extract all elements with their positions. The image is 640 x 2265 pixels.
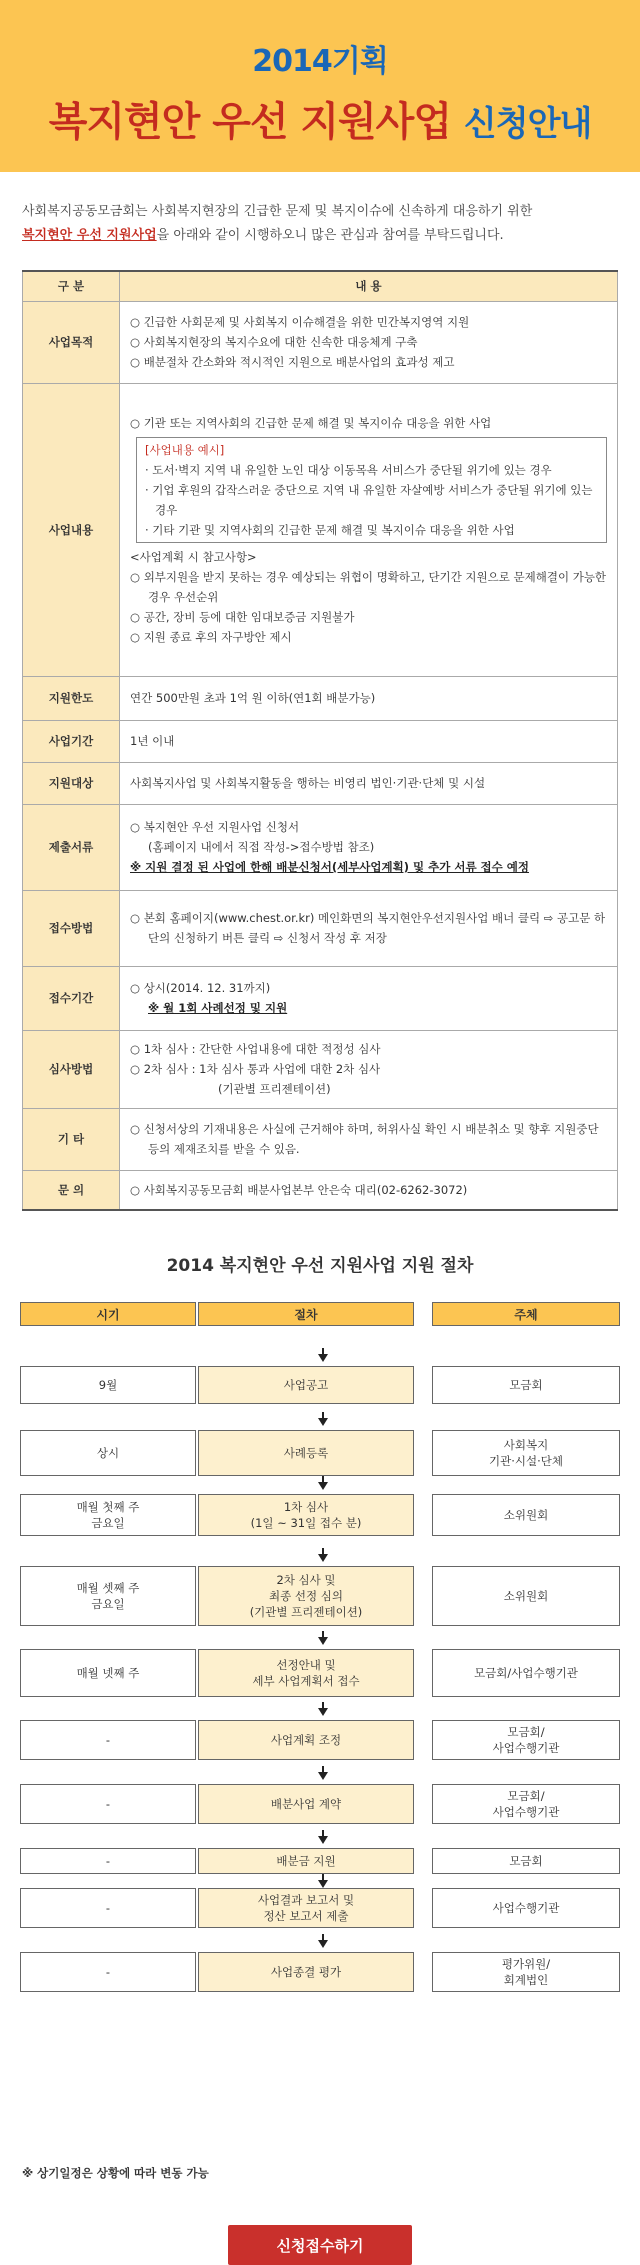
review-item-sub: (기관별 프리젠테이션): [218, 1082, 331, 1096]
label-method: 접수방법: [23, 890, 120, 966]
info-table: [22, 270, 618, 1211]
etc-item: ○ 신청서상의 기재내용은 사실에 근거해야 하며, 허위사실 확인 시 배분취소 및 향후 지원중단 등의 제재조치를 받을 수 있음.: [130, 1122, 599, 1156]
arrow-down-icon: [318, 1880, 328, 1888]
docs-note: ※ 지원 결정 된 사업에 한해 배분신청서(세부사업계획) 및 추가 서류 접수 예정: [130, 860, 529, 874]
purpose-item: ○ 사회복지현장의 복지수요에 대한 신속한 대응체계 구축: [130, 335, 418, 349]
procedure-actor: 평가위원/ 회계법인: [432, 1952, 620, 1992]
value-receipt: [120, 966, 618, 1030]
row-review: [23, 1030, 618, 1108]
row-content: [23, 383, 618, 676]
row-period: [23, 720, 618, 762]
label-docs: 제출서류: [23, 804, 120, 890]
arrow-down-icon: [318, 1418, 328, 1426]
procedure-step: 1차 심사 (1일 ~ 31일 접수 분): [198, 1494, 414, 1536]
example-item: · 기타 기관 및 지역사회의 긴급한 문제 해결 및 복지이슈 대응을 위한 사업: [145, 522, 515, 537]
reference-item: ○ 공간, 장비 등에 대한 임대보증금 지원불가: [130, 609, 355, 624]
example-item: · 도서·벽지 지역 내 유일한 노인 대상 이동목욕 서비스가 중단될 위기에 있는 경우: [145, 462, 552, 477]
purpose-item: ○ 배분절차 간소화와 적시적인 지원으로 배분사업의 효과성 제고: [130, 355, 455, 369]
info-table-header: [23, 271, 618, 301]
row-purpose: [23, 301, 618, 383]
apply-button[interactable]: 신청접수하기: [228, 2225, 412, 2265]
header-banner: [0, 0, 640, 172]
value-period: 1년 이내: [120, 720, 618, 762]
procedure-actor: 사회복지 기관·시설·단체: [432, 1430, 620, 1476]
procedure-step: 배분사업 계약: [198, 1784, 414, 1824]
procedure-time: 매월 넷째 주: [20, 1649, 196, 1697]
procedure-step: 선정안내 및 세부 사업계획서 접수: [198, 1649, 414, 1697]
procedure-step: 배분금 지원: [198, 1848, 414, 1874]
procedure-flow: [20, 1302, 620, 2147]
procedure-step: 사업공고: [198, 1366, 414, 1404]
procedure-actor: 소위원회: [432, 1566, 620, 1626]
row-target: [23, 762, 618, 804]
method-item: ○ 본회 홈페이지(www.chest.or.kr) 메인화면의 복지현안우선지원사업 배너 클릭 ⇨ 공고문 하단의 신청하기 버튼 클릭 ⇨ 신청서 작성 후 저장: [130, 911, 606, 945]
intro-highlight: 복지현안 우선 지원사업: [22, 228, 157, 243]
value-docs: [120, 804, 618, 890]
row-method: [23, 890, 618, 966]
row-docs: [23, 804, 618, 890]
procedure-step: 2차 심사 및 최종 선정 심의 (기관별 프리젠테이션): [198, 1566, 414, 1626]
value-target: 사회복지사업 및 사회복지활동을 행하는 비영리 법인·기관·단체 및 시설: [120, 762, 618, 804]
value-review: [120, 1030, 618, 1108]
procedure-actor: 모금회/ 사업수행기관: [432, 1720, 620, 1760]
procedure-time: 매월 셋째 주 금요일: [20, 1566, 196, 1626]
row-etc: [23, 1108, 618, 1170]
reference-item: ○ 외부지원을 받지 못하는 경우 예상되는 위협이 명확하고, 단기간 지원으로 문제해결이 가능한 경우 우선순위: [130, 569, 607, 604]
value-etc: [120, 1108, 618, 1170]
procedure-step: 사업결과 보고서 및 정산 보고서 제출: [198, 1888, 414, 1928]
intro-text: [0, 172, 640, 248]
content-item: ○ 기관 또는 지역사회의 긴급한 문제 해결 및 복지이슈 대응을 위한 사업: [130, 415, 492, 430]
reference-item: ○ 지원 종료 후의 자구방안 제시: [130, 629, 292, 644]
intro-line2: [22, 224, 618, 248]
arrow-down-icon: [318, 1354, 328, 1362]
arrow-down-icon: [318, 1836, 328, 1844]
value-contact: ○ 사회복지공동모금회 배분사업본부 안은숙 대리(02-6262-3072): [120, 1170, 618, 1210]
procedure-actor: 사업수행기관: [432, 1888, 620, 1928]
procedure-header-time: 시기: [20, 1302, 196, 1326]
procedure-actor: 모금회/사업수행기관: [432, 1649, 620, 1697]
procedure-step: 사업계획 조정: [198, 1720, 414, 1760]
label-period: 사업기간: [23, 720, 120, 762]
example-title: [사업내용 예시]: [145, 442, 225, 457]
procedure-header-actor: 주체: [432, 1302, 620, 1326]
receipt-note: ※ 월 1회 사례선정 및 지원: [148, 1001, 288, 1015]
procedure-actor: 모금회: [432, 1366, 620, 1404]
arrow-down-icon: [318, 1940, 328, 1948]
procedure-title: 2014 복지현안 우선 지원사업 지원 절차: [166, 1256, 474, 1276]
receipt-item: ○ 상시(2014. 12. 31까지): [130, 981, 271, 995]
procedure-time: 9월: [20, 1366, 196, 1404]
label-contact: 문 의: [23, 1170, 120, 1210]
label-purpose: 사업목적: [23, 301, 120, 383]
row-contact: [23, 1170, 618, 1210]
arrow-down-icon: [318, 1554, 328, 1562]
procedure-actor: 모금회/ 사업수행기관: [432, 1784, 620, 1824]
review-item: ○ 1차 심사 : 간단한 사업내용에 대한 적정성 심사: [130, 1042, 381, 1056]
procedure-step: 사업종결 평가: [198, 1952, 414, 1992]
value-method: [120, 890, 618, 966]
header-label: 구 분: [23, 271, 120, 301]
procedure-footnote: ※ 상기일정은 상황에 따라 변동 가능: [22, 2166, 209, 2180]
label-target: 지원대상: [23, 762, 120, 804]
label-limit: 지원한도: [23, 676, 120, 720]
value-limit: 연간 500만원 초과 1억 원 이하(연1회 배분가능): [120, 676, 618, 720]
label-etc: 기 타: [23, 1108, 120, 1170]
procedure-actor: 모금회: [432, 1848, 620, 1874]
purpose-item: ○ 긴급한 사회문제 및 사회복지 이슈해결을 위한 민간복지영역 지원: [130, 315, 470, 329]
row-limit: [23, 676, 618, 720]
row-receipt: [23, 966, 618, 1030]
header-content: 내 용: [120, 271, 618, 301]
docs-item: ○ 복지현안 우선 지원사업 신청서: [130, 820, 300, 834]
procedure-time: -: [20, 1952, 196, 1992]
intro-line1: 사회복지공동모금회는 사회복지현장의 긴급한 문제 및 복지이슈에 신속하게 대응하기 위한: [22, 204, 533, 219]
reference-title: <사업계획 시 참고사항>: [130, 549, 257, 564]
intro-line2-rest: 을 아래와 같이 시행하오니 많은 관심과 참여를 부탁드립니다.: [156, 228, 504, 243]
docs-item-sub: (홈페이지 내에서 직접 작성->접수방법 참조): [148, 840, 375, 854]
banner-title: [0, 90, 640, 147]
banner-year-title: 2014기획: [252, 44, 388, 79]
procedure-actor: 소위원회: [432, 1494, 620, 1536]
procedure-time: 상시: [20, 1430, 196, 1476]
arrow-down-icon: [318, 1708, 328, 1716]
label-content: 사업내용: [23, 383, 120, 676]
procedure-time: -: [20, 1720, 196, 1760]
procedure-time: -: [20, 1888, 196, 1928]
arrow-down-icon: [318, 1482, 328, 1490]
procedure-time: 매월 첫째 주 금요일: [20, 1494, 196, 1536]
procedure-header-step: 절차: [198, 1302, 414, 1326]
arrow-down-icon: [318, 1637, 328, 1645]
banner-title-sub: 신청안내: [463, 104, 592, 144]
arrow-down-icon: [318, 1772, 328, 1780]
value-content: [120, 383, 618, 676]
label-review: 심사방법: [23, 1030, 120, 1108]
banner-title-main: 복지현안 우선 지원사업: [48, 99, 451, 145]
review-item: ○ 2차 심사 : 1차 심사 통과 사업에 대한 2차 심사: [130, 1062, 381, 1076]
value-purpose: [120, 301, 618, 383]
example-item: · 기업 후원의 갑작스러운 중단으로 지역 내 유일한 자살예방 서비스가 중단될 위기에 있는 경우: [145, 482, 593, 517]
procedure-time: -: [20, 1848, 196, 1874]
example-box: [136, 437, 607, 543]
procedure-step: 사례등록: [198, 1430, 414, 1476]
label-receipt: 접수기간: [23, 966, 120, 1030]
procedure-time: -: [20, 1784, 196, 1824]
